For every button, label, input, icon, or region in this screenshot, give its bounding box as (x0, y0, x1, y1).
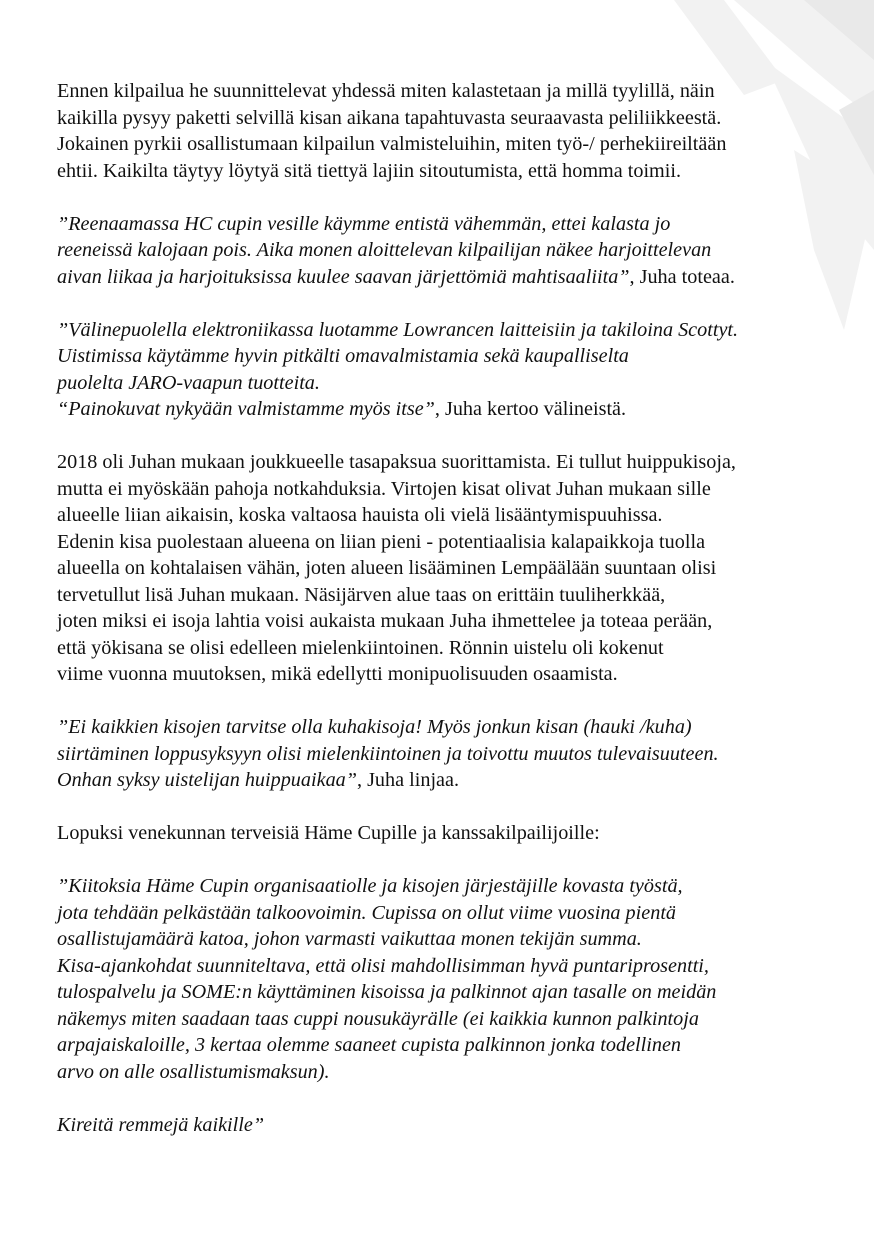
quote-line: Kisa-ajankohdat suunniteltava, että olisi mahdollisimman hyvä puntariprosentti, (57, 954, 709, 977)
text-line: joten miksi ei isoja lahtia voisi aukaista mukaan Juha ihmettelee ja toteaa perään, (57, 610, 713, 632)
quote-line (57, 396, 847, 423)
attribution: , Juha kertoo välineistä. (434, 398, 627, 420)
quote-line (57, 767, 847, 794)
text-line: ehtii. Kaikilta täytyy löytyä sitä tiettyä lajiin sitoutumista, että homma toimii. (57, 159, 682, 182)
quote-line: osallistujamäärä katoa, johon varmasti vaikuttaa monen tekijän summa. (57, 928, 642, 950)
quote-text: “Painokuvat nykyään valmistamme myös itse” (57, 398, 435, 420)
text-line: kaikilla pysyy paketti selvillä kisan aikana tapahtuvasta seuraavasta peliliikkeestä. (57, 106, 722, 129)
quote-line: reeneissä kalojaan pois. Aika monen aloittelevan kilpailijan näkee harjoittelevan (57, 239, 712, 261)
quote-closing (57, 1112, 847, 1139)
quote-equipment (57, 317, 847, 423)
text-line: alueelle liian aikaisin, koska valtaosa hauista oli vielä lisääntymispuuhissa. (57, 504, 663, 526)
quote-line: Uistimissa käytämme hyvin pitkälti omavalmistamia sekä kaupalliselta (57, 345, 629, 367)
paragraph-intro (57, 78, 847, 184)
article-body (57, 78, 847, 1165)
text-line: Edenin kisa puolestaan alueena on liian pieni - potentiaalisia kalapaikkoja tuolla (57, 530, 706, 553)
quote-line: jota tehdään pelkästään talkoovoimin. Cupissa on ollut viime vuosina pientä (57, 901, 677, 924)
quote-line: arpajaiskaloille, 3 kertaa olemme saaneet cupista palkinnon jonka todellinen (57, 1034, 682, 1056)
quote-line: puolelta JARO-vaapun tuotteita. (57, 371, 320, 394)
paragraph-greetings-intro (57, 820, 847, 847)
text-line: Lopuksi venekunnan terveisiä Häme Cupille ja kanssakilpailijoille: (57, 822, 600, 844)
text-line: viime vuonna muutoksen, mikä edellytti monipuolisuuden osaamista. (57, 663, 618, 685)
quote-text: aivan liikaa ja harjoituksissa kuulee saavan järjettömiä mahtisaaliita” (57, 265, 630, 288)
quote-greetings (57, 873, 847, 1085)
quote-kuhakisat (57, 714, 847, 794)
attribution: , Juha linjaa. (356, 769, 460, 791)
text-line: että yökisana se olisi edelleen mielenkiintoinen. Rönnin uistelu oli kokenut (57, 636, 664, 659)
text-line: alueella on kohtalaisen vähän, joten alueen lisääminen Lempäälään suuntaan olisi (57, 557, 717, 579)
quote-training (57, 211, 847, 291)
quote-text: Onhan syksy uistelijan huippuaikaa” (57, 769, 357, 791)
text-line: Ennen kilpailua he suunnittelevat yhdessä miten kalastetaan ja millä tyylillä, näin (57, 80, 715, 102)
quote-line: arvo on alle osallistumismaksun). (57, 1060, 330, 1083)
text-line: tervetullut lisä Juhan mukaan. Näsijärven alue taas on erittäin tuuliherkkää, (57, 583, 666, 606)
quote-line: tulospalvelu ja SOME:n käyttäminen kisoissa ja palkinnot ajan tasalle on meidän (57, 981, 717, 1003)
quote-line: siirtäminen loppusyksyyn olisi mielenkiintoinen ja toivottu muutos tulevaisuuteen. (57, 742, 719, 765)
text-line: Jokainen pyrkii osallistumaan kilpailun valmisteluihin, miten työ-/ perhekiireiltään (57, 133, 727, 155)
quote-line: ”Reenaamassa HC cupin vesille käymme entistä vähemmän, ettei kalasta jo (57, 212, 671, 235)
paragraph-season-2018 (57, 449, 847, 688)
quote-line: ”Välinepuolella elektroniikassa luotamme Lowrancen laitteisiin ja takiloina Scottyt. (57, 318, 739, 341)
quote-line: Kireitä remmejä kaikille” (57, 1113, 265, 1136)
quote-line: näkemys miten saadaan taas cuppi nousukäyrälle (ei kaikkia kunnon palkintoja (57, 1007, 699, 1030)
quote-line: ”Ei kaikkien kisojen tarvitse olla kuhakisoja! Myös jonkun kisan (hauki /kuha) (57, 716, 692, 738)
text-line: 2018 oli Juhan mukaan joukkueelle tasapaksua suorittamista. Ei tullut huippukisoja, (57, 451, 736, 473)
attribution: , Juha toteaa. (629, 265, 735, 288)
text-line: mutta ei myöskään pahoja notkahduksia. Virtojen kisat olivat Juhan mukaan sille (57, 477, 711, 500)
quote-line: ”Kiitoksia Häme Cupin organisaatiolle ja kisojen järjestäjille kovasta työstä, (57, 875, 683, 897)
quote-line (57, 264, 847, 291)
